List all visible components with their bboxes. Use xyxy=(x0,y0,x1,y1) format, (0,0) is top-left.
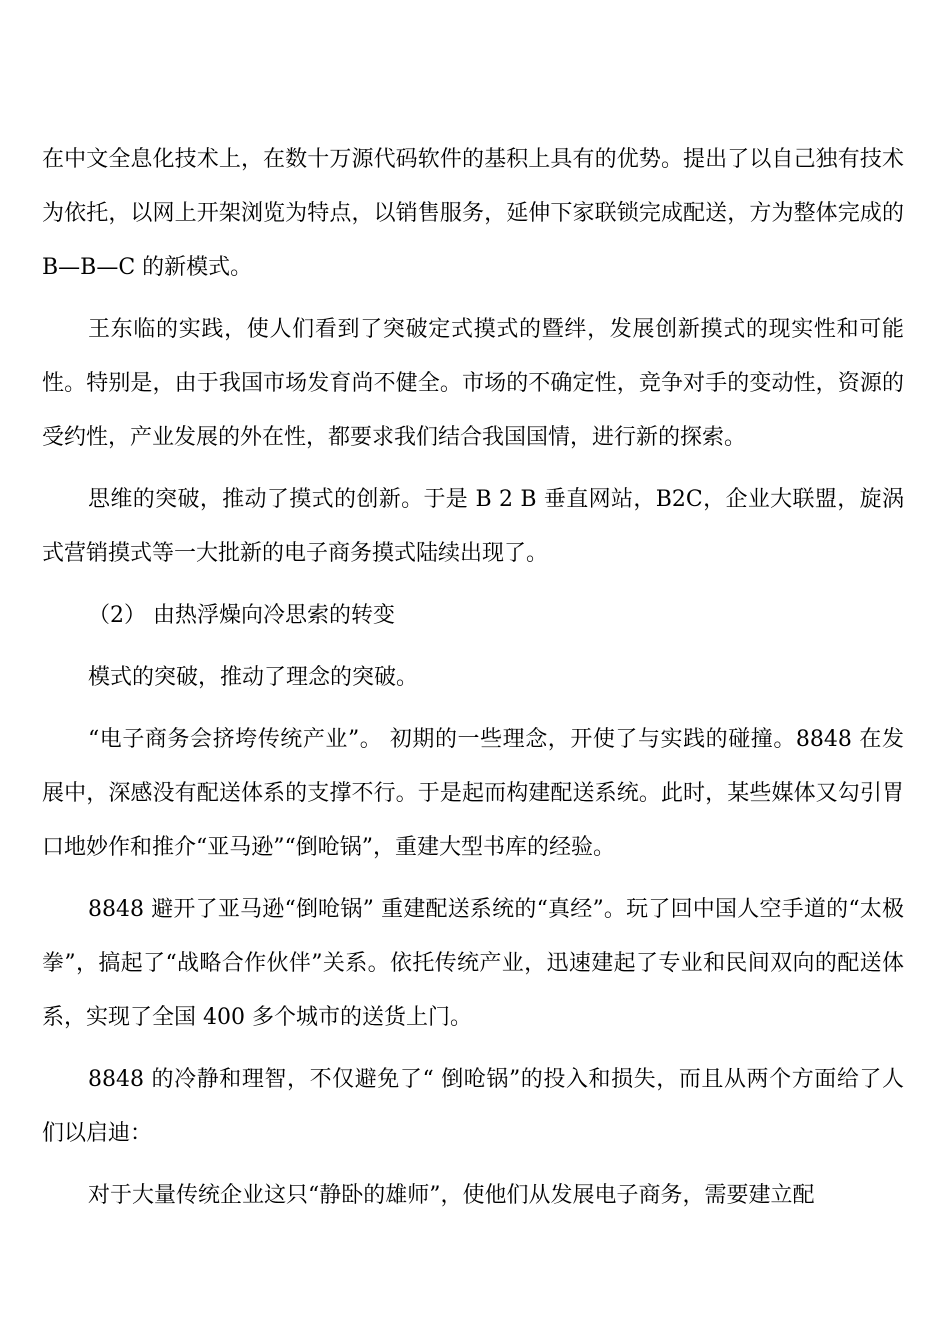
paragraph-4: 模式的突破，推动了理念的突破。 xyxy=(88,665,419,690)
paragraph-5: “电子商务会挤垮传统产业”。 初期的一些理念，开使了与实践的碰撞。8848 在发展中，深感没有配送体系的支撑不行。于是起而构建配送系统。此时，某些媒体又勾引胃口地妙作和推介“亚马逊”“倒呛锅”，重建大型书库的经验。 xyxy=(42,727,904,860)
paragraph-8: 对于大量传统企业这只“静卧的雄师”，使他们从发展电子商务，需要建立配 xyxy=(88,1183,815,1208)
paragraph-3: 思维的突破，推动了摸式的创新。于是 B 2 B 垂直网站，B2C，企业大联盟，旋涡式营销摸式等一大批新的电子商务摸式陆续出现了。 xyxy=(42,487,904,566)
section-heading: （2） 由热浮燥向冷思索的转变 xyxy=(88,603,395,628)
paragraph-7: 8848 的冷静和理智，不仅避免了“ 倒呛锅”的投入和损失，而且从两个方面给了人们以启迪： xyxy=(42,1067,904,1146)
paragraph-1: 在中文全息化技术上，在数十万源代码软件的基积上具有的优势。提出了以自己独有技术为依托，以网上开架浏览为特点，以销售服务，延伸下家联锁完成配送，方为整体完成的B—B—C 的新模式。 xyxy=(42,147,904,280)
document-page xyxy=(42,0,904,1231)
paragraph-6: 8848 避开了亚马逊“倒呛锅” 重建配送系统的“真经”。玩了回中国人空手道的“太极拳”，搞起了“战略合作伙伴”关系。依托传统产业，迅速建起了专业和民间双向的配送体系，实现了全国 400 多个城市的送货上门。 xyxy=(42,897,904,1030)
paragraph-2: 王东临的实践，使人们看到了突破定式摸式的暨绊，发展创新摸式的现实性和可能性。特别是，由于我国市场发育尚不健全。市场的不确定性，竞争对手的变动性，资源的受约性，产业发展的外在性，都要求我们结合我国国情，进行新的探索。 xyxy=(42,317,904,450)
